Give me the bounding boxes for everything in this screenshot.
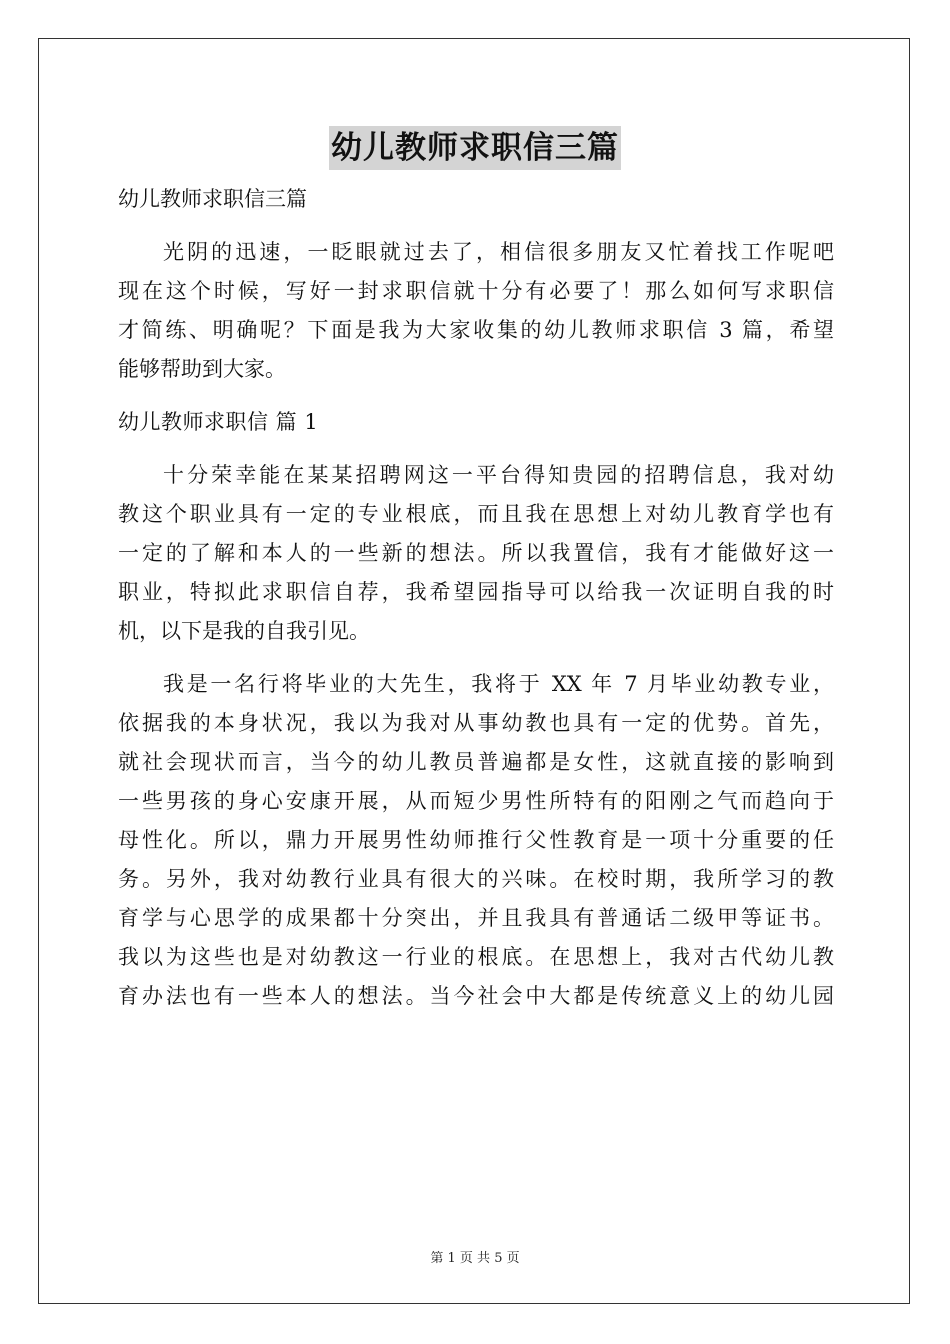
paragraph-line: 现在这个时候，写好一封求职信就十分有必要了！那么如何写求职信 <box>118 279 834 303</box>
paragraph-line: 务。另外，我对幼教行业具有很大的兴味。在校时期，我所学习的教 <box>118 867 834 891</box>
paragraph-1 <box>118 456 834 651</box>
page-title: 幼儿教师求职信三篇 <box>329 126 621 170</box>
paragraph-line: 育办法也有一些本人的想法。当今社会中大都是传统意义上的幼儿园 <box>118 984 834 1008</box>
paragraph-line: 一些男孩的身心安康开展，从而短少男性所特有的阳刚之气而趋向于 <box>118 789 834 813</box>
paragraph-line: 我是一名行将毕业的大先生，我将于 XX 年 7 月毕业幼教专业， <box>163 672 834 696</box>
section-heading: 幼儿教师求职信 篇 1 <box>118 410 319 434</box>
paragraph-line: 才简练、明确呢？下面是我为大家收集的幼儿教师求职信 3 篇，希望 <box>118 318 834 342</box>
paragraph-line: 母性化。所以，鼎力开展男性幼师推行父性教育是一项十分重要的任 <box>118 828 834 852</box>
paragraph-2 <box>118 665 834 1016</box>
paragraph-line: 十分荣幸能在某某招聘网这一平台得知贵园的招聘信息，我对幼 <box>163 463 834 487</box>
paragraph-line: 一定的了解和本人的一些新的想法。所以我置信，我有才能做好这一 <box>118 541 834 565</box>
intro-paragraph <box>118 233 834 389</box>
paragraph-line: 教这个职业具有一定的专业根底，而且我在思想上对幼儿教育学也有 <box>118 502 834 526</box>
paragraph-line: 我以为这些也是对幼教这一行业的根底。在思想上，我对古代幼儿教 <box>118 945 834 969</box>
subtitle: 幼儿教师求职信三篇 <box>118 187 307 211</box>
paragraph-line: 能够帮助到大家。 <box>118 357 286 381</box>
paragraph-line: 依据我的本身状况，我以为我对从事幼教也具有一定的优势。首先， <box>118 711 834 735</box>
paragraph-line: 机，以下是我的自我引见。 <box>118 619 370 643</box>
paragraph-line: 育学与心思学的成果都十分突出，并且我具有普通话二级甲等证书。 <box>118 906 834 930</box>
paragraph-line: 职业，特拟此求职信自荐，我希望园指导可以给我一次证明自我的时 <box>118 580 834 604</box>
paragraph-line: 光阴的迅速，一眨眼就过去了，相信很多朋友又忙着找工作呢吧 <box>163 240 834 264</box>
document-body <box>118 180 834 1016</box>
paragraph-line: 就社会现状而言，当今的幼儿教员普遍都是女性，这就直接的影响到 <box>118 750 834 774</box>
title-wrap <box>0 126 950 170</box>
page-footer: 第 1 页 共 5 页 <box>430 1251 520 1266</box>
